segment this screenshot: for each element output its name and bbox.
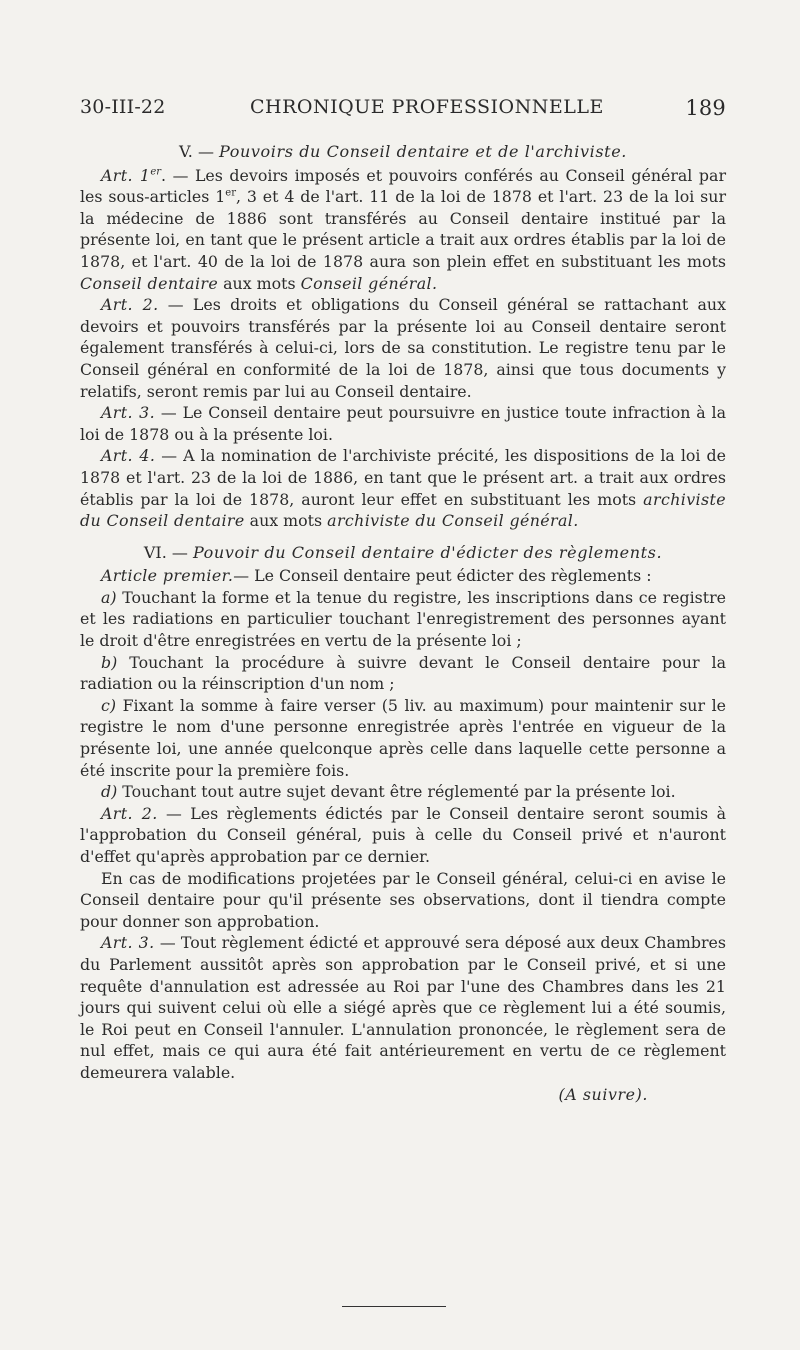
section-v-art-4: Art. 4. — A la nomination de l'archiviste précité, les dispositions de la loi de 1878 et l'art. 23 de la loi de 1886, en tant que le présent art. a trait aux ordres établis par la loi de 1878, auront leur effet en substituant les mots archiviste du Conseil dentaire aux mots archiviste du Conseil général. bbox=[80, 446, 726, 531]
section-v-number: V. — bbox=[179, 142, 220, 161]
page-number: 189 bbox=[685, 96, 726, 120]
section-v-heading bbox=[80, 141, 726, 163]
section-v-art-1: Art. 1er. — Les devoirs imposés et pouvoirs conférés au Conseil général par les sous-articles 1er, 3 et 4 de l'art. 11 de la loi de 1878 et l'art. 23 de la loi sur la médecine de 1886 sont transférés au Conseil dentaire institué par la présente loi, en tant que le présent article a trait aux ordres établis par la loi de 1878, et l'art. 40 de la loi de 1878 aura son plein effet en substituant les mots Conseil dentaire aux mots Conseil général. bbox=[80, 165, 726, 293]
section-vi-art-3: Art. 3. — Tout règlement édicté et approuvé sera déposé aux deux Chambres du Parlement aussitôt après son approbation par le Conseil privé, et si une requête d'annulation est adressée au Roi par l'une des Chambres dans les 21 jours qui suivent celui où elle a siégé après que ce règlement lui a été soumis, le Roi peut en Conseil l'annuler. L'annulation prononcée, le règlement sera de nul effet, mais ce qui aura été fait antérieurement en vertu de ce règlement demeurera valable. bbox=[80, 933, 726, 1082]
issue-date: 30-III-22 bbox=[80, 96, 166, 118]
list-item-c: c) Fixant la somme à faire verser (5 liv. au maximum) pour maintenir sur le registre le nom d'une personne enregistrée après l'entrée en vigueur de la présente loi, une année quelconque après celle dans laquelle cette personne a été inscrite pour la première fois. bbox=[80, 695, 726, 780]
section-v-art-2: Art. 2. — Les droits et obligations du Conseil général se rattachant aux devoirs et pouvoirs transférés par la présente loi au Conseil dentaire seront également transférés à celui-ci, lors de sa constitution. Le registre tenu par le Conseil général en conformité de la loi de 1878, ainsi que tous documents y relatifs, seront remis par lui au Conseil dentaire. bbox=[80, 295, 726, 401]
section-gap bbox=[80, 532, 726, 542]
section-vi-title: Pouvoir du Conseil dentaire d'édicter des règlements. bbox=[192, 542, 663, 562]
section-vi-heading bbox=[80, 542, 726, 564]
section-vi-number: VI. — bbox=[143, 542, 193, 562]
document-page bbox=[80, 0, 726, 1350]
list-item-b: b) Touchant la procédure à suivre devant le Conseil dentaire pour la radiation ou la réinscription d'un nom ; bbox=[80, 652, 726, 694]
section-vi-art-2-paragraph-2: En cas de modifications projetées par le Conseil général, celui-ci en avise le Conseil dentaire pour qu'il présente ses observations, dont il tiendra compte pour donner son approbation. bbox=[80, 868, 726, 931]
section-vi-article-premier: Article premier.— Le Conseil dentaire peut édicter des règlements : bbox=[101, 566, 652, 586]
section-v-art-3: Art. 3. — Le Conseil dentaire peut poursuivre en justice toute infraction à la loi de 1878 ou à la présente loi. bbox=[80, 403, 726, 444]
section-v-title: Pouvoirs du Conseil dentaire et de l'archiviste. bbox=[219, 142, 627, 161]
running-title: CHRONIQUE PROFESSIONNELLE bbox=[250, 96, 604, 118]
continued-note: (A suivre). bbox=[558, 1084, 648, 1104]
closing-rule bbox=[342, 1306, 446, 1307]
list-item-d: d) Touchant tout autre sujet devant être réglementé par la présente loi. bbox=[101, 782, 676, 802]
running-head bbox=[80, 96, 726, 126]
section-vi-art-2: Art. 2. — Les règlements édictés par le Conseil dentaire seront soumis à l'approbation du Conseil général, puis à celle du Conseil privé et n'auront d'effet qu'après approbation par ce dernier. bbox=[80, 803, 726, 866]
list-item-a: a) Touchant la forme et la tenue du registre, les inscriptions dans ce registre et les radiations en particulier touchant l'enregistrement des personnes ayant le droit d'être enregistrées en vertu de la présente loi ; bbox=[80, 587, 726, 651]
article-body bbox=[80, 141, 726, 1105]
